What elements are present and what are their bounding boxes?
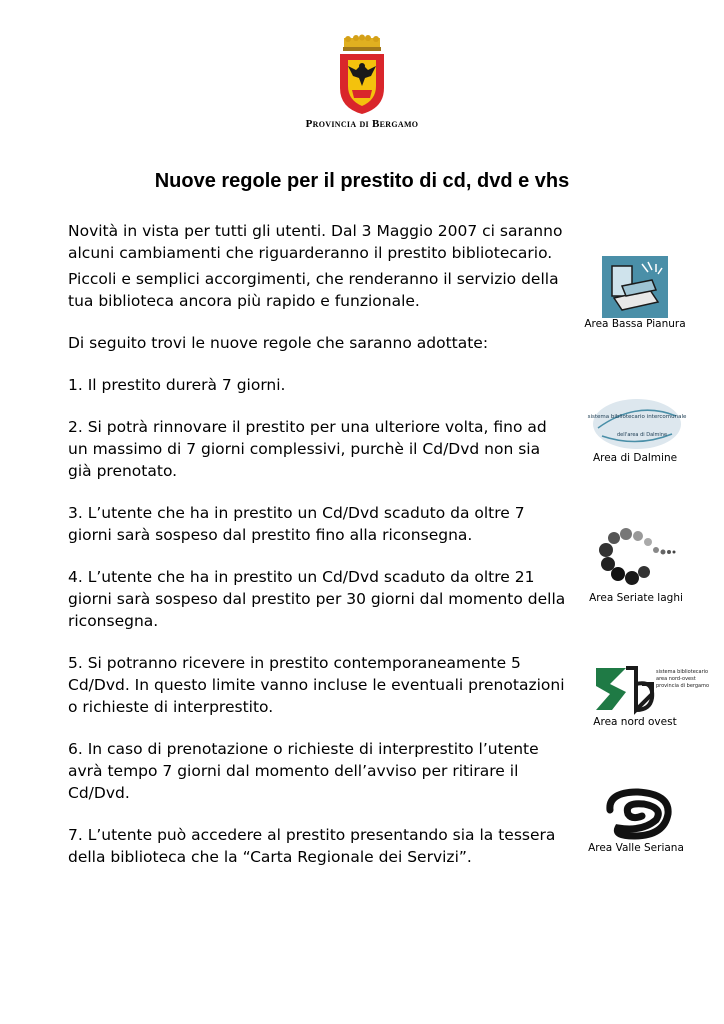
valle-seriana-caption: Area Valle Seriana bbox=[588, 842, 684, 854]
nord-ovest-logo-text-3: provincia di bergamo bbox=[656, 683, 710, 689]
nord-ovest-logo-text-2: area nord-ovest bbox=[656, 676, 696, 682]
rule-5: 5. Si potranno ricevere in prestito contemporaneamente 5 Cd/Dvd. In questo limite vanno incluse le eventuali prenotazioni o richieste di interprestito. bbox=[68, 654, 565, 716]
rule-2: 2. Si potrà rinnovare il prestito per una ulteriore volta, fino ad un massimo di 7 giorni complessivi, purchè il Cd/Dvd non sia già prenotato. bbox=[68, 418, 547, 480]
rules-lead: Di seguito trovi le nuove regole che saranno adottate: bbox=[68, 334, 489, 352]
dalmine-logo bbox=[587, 398, 687, 450]
rule-6: 6. In caso di prenotazione o richieste di interprestito l’utente avrà tempo 7 giorni dal momento dell’avviso per ritirare il Cd/Dvd. bbox=[68, 740, 539, 802]
rule-7: 7. L’utente può accedere al prestito presentando sia la tessera della biblioteca che la “Carta Regionale dei Servizi”. bbox=[68, 826, 556, 866]
rule-1: 1. Il prestito durerà 7 giorni. bbox=[68, 376, 286, 394]
organization-name: Provincia di Bergamo bbox=[305, 118, 419, 130]
province-crest-logo bbox=[334, 36, 390, 116]
nord-ovest-logo bbox=[592, 664, 710, 714]
page-title: Nuove regole per il prestito di cd, dvd e vhs bbox=[154, 170, 570, 192]
dalmine-caption: Area di Dalmine bbox=[592, 452, 678, 464]
rule-4: 4. L’utente che ha in prestito un Cd/Dvd scaduto da oltre 21 giorni sarà sospeso dal prestito per 30 giorni dal momento della riconsegna. bbox=[68, 568, 566, 630]
intro-paragraph-2: Piccoli e semplici accorgimenti, che renderanno il servizio della tua biblioteca ancora più rapido e funzionale. bbox=[68, 270, 559, 310]
document-body bbox=[68, 220, 568, 868]
dalmine-logo-text-bottom: dell'area di Dalmine bbox=[616, 432, 668, 438]
intro-paragraph: Novità in vista per tutti gli utenti. Dal 3 Maggio 2007 ci saranno alcuni cambiamenti che riguarderanno il prestito bibliotecario. bbox=[68, 222, 563, 262]
valle-seriana-logo bbox=[604, 788, 674, 840]
seriate-laghi-logo bbox=[596, 526, 676, 588]
rule-3: 3. L’utente che ha in prestito un Cd/Dvd scaduto da oltre 7 giorni sarà sospeso dal prestito fino alla riconsegna. bbox=[68, 504, 525, 544]
seriate-laghi-caption: Area Seriate laghi bbox=[589, 592, 683, 604]
bassa-pianura-caption: Area Bassa Pianura bbox=[584, 318, 686, 330]
dots-circle-icon bbox=[599, 528, 676, 585]
swirl-icon bbox=[610, 792, 668, 836]
nord-ovest-caption: Area nord ovest bbox=[593, 716, 677, 728]
bassa-pianura-logo bbox=[602, 256, 668, 318]
crown-icon bbox=[343, 35, 381, 52]
dalmine-logo-text-top: sistema bibliotecario intercomunale bbox=[587, 414, 687, 420]
nord-ovest-logo-text-1: sistema bibliotecario bbox=[656, 669, 709, 675]
